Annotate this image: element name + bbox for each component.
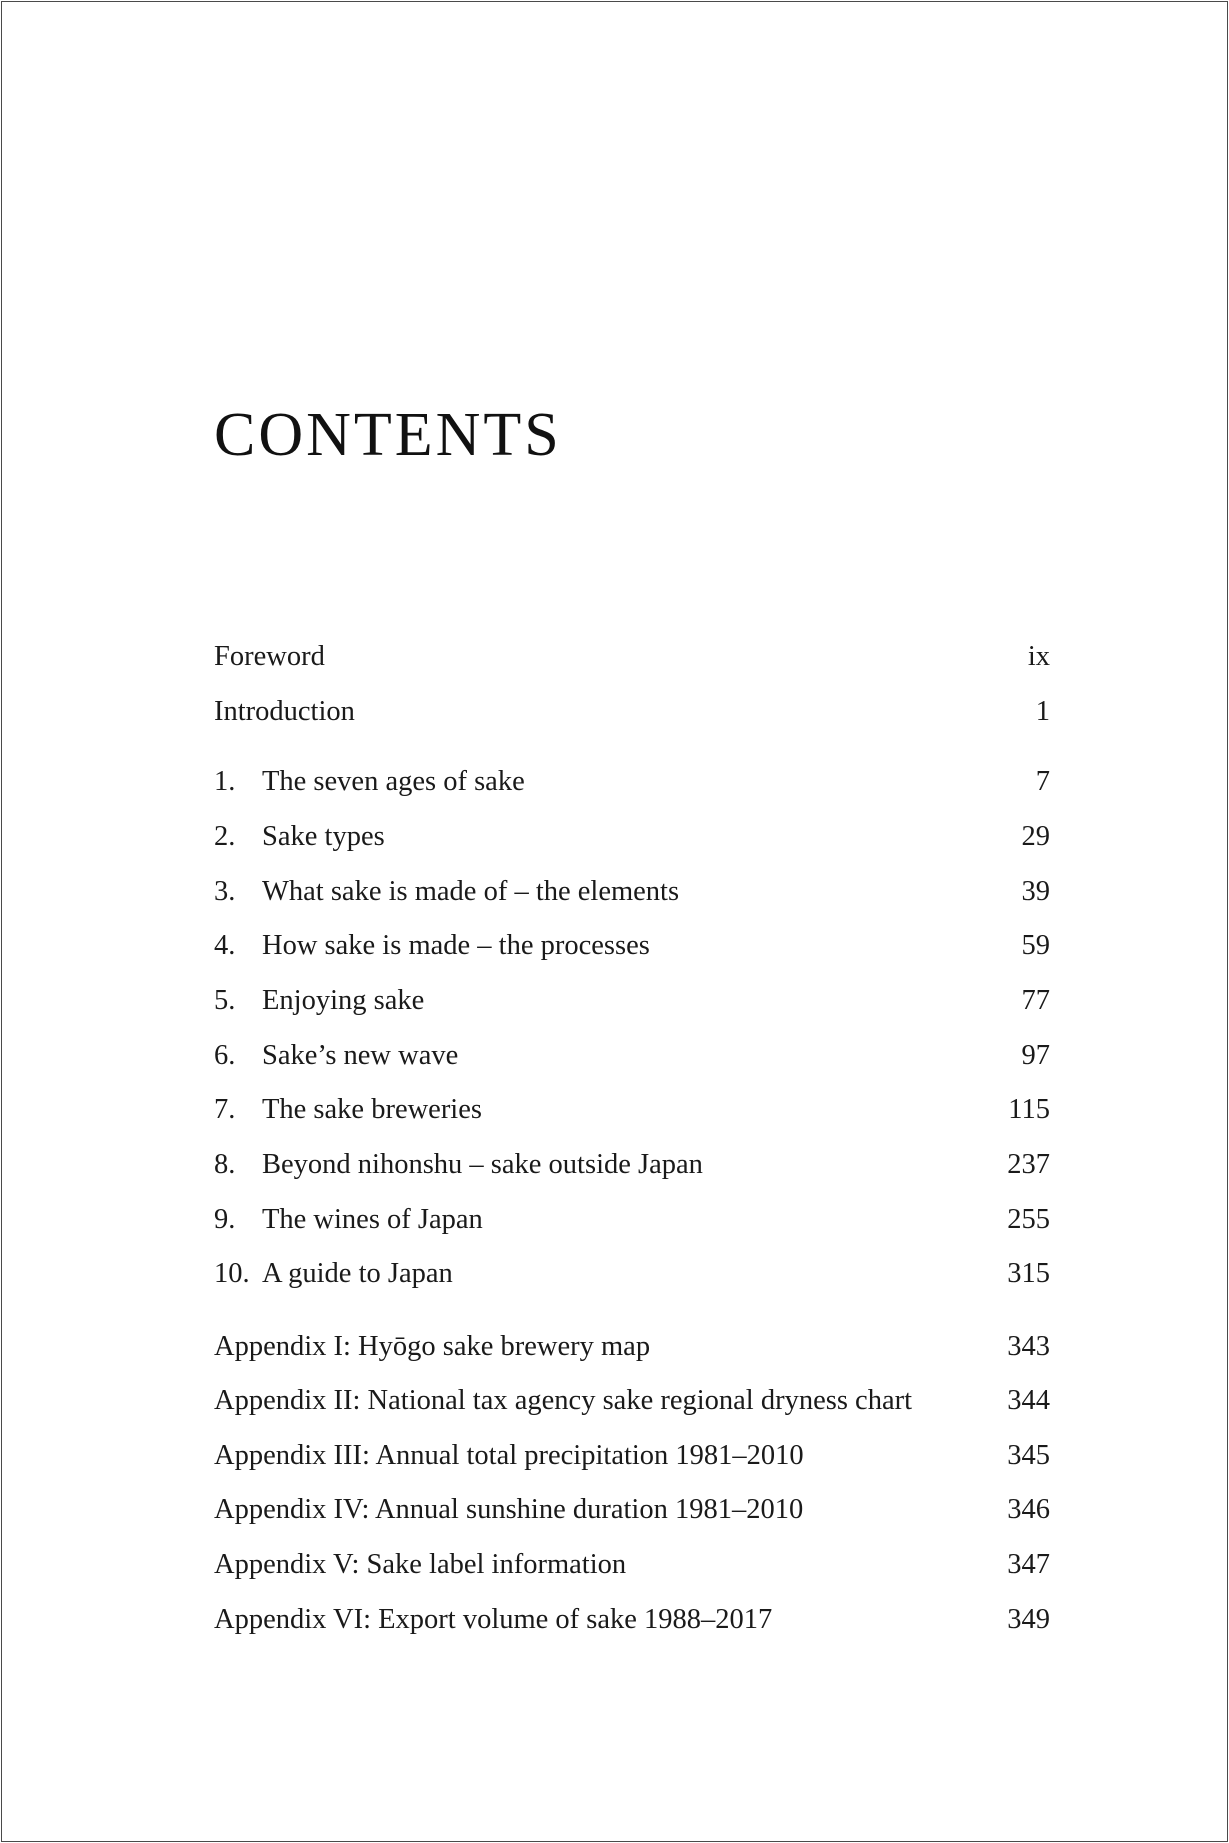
toc-entry-page: ix — [1027, 641, 1050, 672]
toc-entry-page: 1 — [1035, 696, 1050, 727]
toc-entry-page: 39 — [1021, 876, 1050, 907]
toc-entry-page: 347 — [1007, 1549, 1050, 1580]
toc-chapter-number: 5. — [214, 985, 236, 1016]
toc-entry-appendix-3[interactable] — [214, 1436, 1050, 1476]
toc-entry-chapter-6[interactable] — [214, 1036, 1050, 1076]
toc-entry-appendix-6[interactable] — [214, 1600, 1050, 1640]
toc-entry-page: 349 — [1007, 1604, 1050, 1635]
toc-entry-label: The seven ages of sake — [262, 766, 525, 797]
toc-entry-label: How sake is made – the processes — [262, 930, 650, 961]
toc-chapter-number: 1. — [214, 766, 236, 797]
toc-entry-label: A guide to Japan — [262, 1258, 453, 1289]
toc-entry-label: Appendix I: Hyōgo sake brewery map — [214, 1331, 651, 1362]
toc-chapter-number: 6. — [214, 1040, 236, 1071]
toc-entry-chapter-1[interactable] — [214, 762, 1050, 802]
toc-entry-label: Sake types — [262, 821, 385, 852]
toc-entry-page: 346 — [1007, 1494, 1050, 1525]
toc-chapter-number: 7. — [214, 1094, 236, 1125]
page-title: CONTENTS — [214, 401, 562, 469]
toc-entry-label: What sake is made of – the elements — [262, 876, 680, 907]
toc-entry-label: Appendix II: National tax agency sake regional dryness chart — [214, 1385, 912, 1416]
toc-entry-appendix-5[interactable] — [214, 1545, 1050, 1585]
toc-entry-chapter-4[interactable] — [214, 926, 1050, 966]
toc-chapter-number: 10. — [214, 1258, 250, 1289]
toc-entry-chapter-2[interactable] — [214, 817, 1050, 857]
toc-entry-label: The sake breweries — [262, 1094, 482, 1125]
toc-entry-label: Appendix IV: Annual sunshine duration 1981–2010 — [214, 1494, 804, 1525]
toc-chapter-number: 4. — [214, 930, 236, 961]
toc-entry-page: 343 — [1007, 1331, 1050, 1362]
toc-entry-label: Appendix VI: Export volume of sake 1988–2017 — [214, 1604, 773, 1635]
toc-entry-label: The wines of Japan — [262, 1204, 483, 1235]
toc-chapter-number: 3. — [214, 876, 236, 907]
toc-chapter-number: 9. — [214, 1204, 236, 1235]
toc-entry-label: Enjoying sake — [262, 985, 425, 1016]
toc-chapter-number: 2. — [214, 821, 236, 852]
toc-entry-page: 344 — [1007, 1385, 1050, 1416]
toc-entry-foreword[interactable] — [214, 637, 1050, 677]
toc-entry-label: Introduction — [214, 696, 355, 727]
toc-entry-chapter-7[interactable] — [214, 1090, 1050, 1130]
toc-entry-chapter-3[interactable] — [214, 872, 1050, 912]
toc-entry-page: 115 — [1008, 1094, 1050, 1125]
toc-entry-label: Appendix III: Annual total precipitation 1981–2010 — [214, 1440, 804, 1471]
toc-entry-label: Appendix V: Sake label information — [214, 1549, 627, 1580]
toc-entry-label: Foreword — [214, 641, 325, 672]
toc-entry-introduction[interactable] — [214, 692, 1050, 732]
toc-entry-page: 345 — [1007, 1440, 1050, 1471]
book-page — [1, 1, 1228, 1842]
toc-entry-appendix-4[interactable] — [214, 1490, 1050, 1530]
toc-entry-label: Sake’s new wave — [262, 1040, 459, 1071]
toc-entry-page: 59 — [1021, 930, 1050, 961]
toc-entry-chapter-9[interactable] — [214, 1200, 1050, 1240]
toc-entry-page: 7 — [1035, 766, 1050, 797]
toc-entry-page: 315 — [1007, 1258, 1050, 1289]
toc-entry-appendix-2[interactable] — [214, 1381, 1050, 1421]
toc-entry-appendix-1[interactable] — [214, 1327, 1050, 1367]
toc-entry-page: 255 — [1007, 1204, 1050, 1235]
toc-entry-page: 97 — [1021, 1040, 1050, 1071]
toc-entry-page: 77 — [1021, 985, 1050, 1016]
toc-entry-chapter-8[interactable] — [214, 1145, 1050, 1185]
toc-entry-page: 29 — [1021, 821, 1050, 852]
toc-entry-page: 237 — [1007, 1149, 1050, 1180]
toc-entry-label: Beyond nihonshu – sake outside Japan — [262, 1149, 703, 1180]
toc-entry-chapter-5[interactable] — [214, 981, 1050, 1021]
toc-chapter-number: 8. — [214, 1149, 236, 1180]
toc-entry-chapter-10[interactable] — [214, 1254, 1050, 1294]
